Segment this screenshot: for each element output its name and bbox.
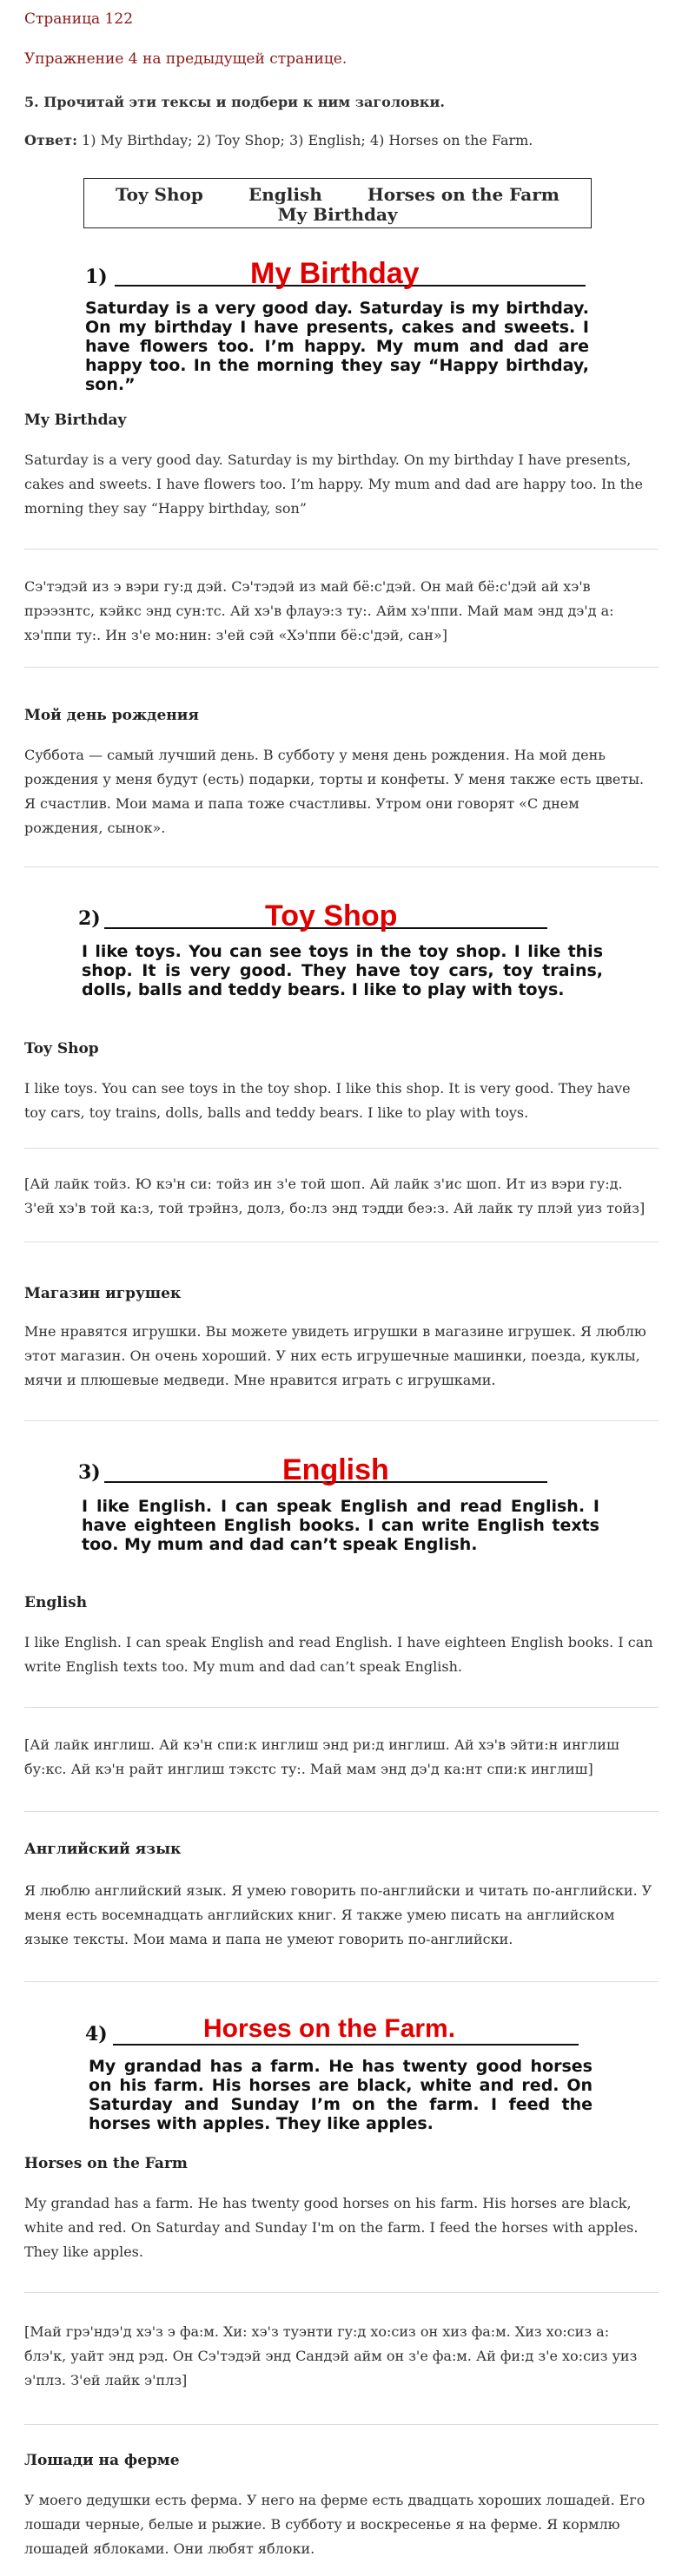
textbook-excerpt-3 — [78, 1448, 599, 1574]
divider — [24, 866, 659, 867]
english-text: I like toys. You can see toys in the toy shop. I like this shop. It is very good. They have toy cars, toy trains, dolls, balls and teddy bears. I like to play with toys. — [24, 1080, 631, 1121]
title-blank-line — [113, 2044, 579, 2046]
inserted-title: Toy Shop — [265, 899, 398, 932]
textbook-number: 3) — [78, 1461, 101, 1484]
textbook-text: I like toys. You can see toys in the toy shop. I like this shop. It is very good. They have toy cars, toy trains, dolls, balls and teddy bears. I like to play with toys. — [82, 942, 603, 999]
section-heading-ru: Магазин игрушек — [24, 1285, 182, 1302]
section-heading: My Birthday — [24, 412, 127, 429]
section-heading-ru: Английский язык — [24, 1841, 182, 1858]
divider — [24, 1420, 659, 1421]
transcription-text: Сэ'тэдэй из э вэри гу:д дэй. Сэ'тэдэй из май бё:с'дэй. Он май бё:с'дэй ай хэ'в прээзнтс, кэйкс энд сун:тс. Ай хэ'в флауэ:з ту:. Айм хэ'ппи. Май мам энд дэ'д а: хэ'ппи ту:. Ин з'е мо:нин: з'ей сэй «Хэ'ппи бё:с'дэй, сан»] — [24, 578, 614, 643]
russian-text: Суббота — самый лучший день. В субботу у меня день рождения. На мой день рождения у меня будут (есть) подарки, торты и конфеты. У меня также есть цветы. Я счастлив. Мои мама и папа тоже счастливы. Утром они говорят «С днем рождения, сынок». — [24, 747, 645, 836]
page-link[interactable] — [24, 10, 659, 28]
english-text: Saturday is a very good day. Saturday is my birthday. On my birthday I have presents, cakes and sweets. I have flowers too. I’m happy. My mum and dad are happy too. In the morning they say “Happy birthday, son” — [24, 451, 643, 517]
textbook-text: Saturday is a very good day. Saturday is my birthday. On my birthday I have presents, cakes and sweets. I have flowers too. I’m happy. My mum and dad are happy too. In the morning they say “Happy birthday, son.” — [85, 299, 589, 394]
task-title: 5. Прочитай эти тексы и подбери к ним заголовки. — [24, 94, 445, 110]
russian-text: Я люблю английский язык. Я умею говорить по-английски и читать по-английски. У меня есть восемнадцать английских книг. Я также умею писать на английском языке тексты. Мои мама и папа не умеют говорить по-английски. — [24, 1882, 652, 1947]
section-heading: English — [24, 1594, 88, 1611]
page-link-text[interactable]: Страница 122 — [24, 10, 134, 28]
answer-line — [24, 128, 659, 153]
english-text: My grandad has a farm. He has twenty good horses on his farm. His horses are black, white and red. On Saturday and Sunday I'm on the farm. I feed the horses with apples. They like apples. — [24, 2195, 639, 2260]
divider — [24, 549, 659, 550]
inserted-title: English — [282, 1453, 389, 1486]
transcription-text: [Май грэ'ндэ'д хэ'з э фа:м. Хи: хэ'з туэнти гу:д хо:сиз он хиз фа:м. Хиз хо:сиз а: блэ'к, уайт энд рэд. Он Сэ'тэдэй энд Сандэй айм он з'е фа:м. Ай фи:д з'е хо:сиз уиз э'плз. З'ей лайк э'плз] — [24, 2323, 638, 2388]
box-item-toy-shop: Toy Shop — [116, 184, 203, 205]
divider — [24, 1811, 659, 1812]
inserted-title: My Birthday — [250, 257, 420, 290]
textbook-text: I like English. I can speak English and read English. I have eighteen English books. I can write English texts too. My mum and dad can’t speak English. — [82, 1497, 599, 1554]
answer-label: Ответ: — [24, 132, 77, 148]
box-item-birthday: My Birthday — [277, 204, 398, 225]
inserted-title: Horses on the Farm. — [203, 2014, 456, 2043]
box-item-horses: Horses on the Farm — [367, 184, 560, 205]
titles-box — [83, 178, 592, 228]
russian-text: У моего дедушки есть ферма. У него на ферме есть двадцать хороших лошадей. Его лошади черные, белые и рыжие. В субботу и воскресенье я на ферме. Я кормлю лошадей яблоками. Они любят яблоки. — [24, 2492, 646, 2557]
divider — [24, 667, 659, 668]
textbook-number: 1) — [85, 266, 108, 288]
textbook-excerpt-2 — [78, 894, 603, 1016]
answer-text: 1) My Birthday; 2) Toy Shop; 3) English; 4) Horses on the Farm. — [76, 132, 533, 148]
transcription-text: [Ай лайк тойз. Ю кэ'н си: тойз ин з'е той шоп. Ай лайк з'ис шоп. Ит из вэри гу:д. З'ей хэ'в той ка:з, той трэйнз, долз, бо:лз энд тэдди беэ:з. Ай лайк ту плэй уиз тойз] — [24, 1176, 646, 1216]
box-item-english: English — [248, 184, 322, 205]
section-heading-ru: Мой день рождения — [24, 707, 199, 724]
exercise-ref-text[interactable]: Упражнение 4 на предыдущей странице. — [24, 50, 348, 68]
textbook-number: 4) — [85, 2023, 108, 2046]
divider — [24, 2424, 659, 2425]
divider — [24, 1981, 659, 1982]
textbook-excerpt-1 — [85, 257, 606, 413]
divider — [24, 2292, 659, 2293]
divider — [24, 1148, 659, 1149]
textbook-number: 2) — [78, 907, 101, 930]
transcription-text: [Ай лайк инглиш. Ай кэ'н спи:к инглиш энд ри:д инглиш. Ай хэ'в эйти:н инглиш бу:кс. Ай кэ'н райт инглиш тэкстс ту:. Май мам энд дэ'д ка:нт спи:к инглиш] — [24, 1736, 619, 1777]
divider — [24, 1707, 659, 1708]
exercise-ref-link[interactable] — [24, 50, 659, 68]
section-heading-ru: Лошади на ферме — [24, 2452, 180, 2469]
textbook-text: My grandad has a farm. He has twenty good horses on his farm. His horses are black, white and red. On Saturday and Sunday I’m on the farm. I feed the horses with apples. They like apples. — [89, 2057, 593, 2133]
section-heading: Toy Shop — [24, 1040, 99, 1057]
textbook-excerpt-4 — [85, 2011, 606, 2141]
russian-text: Мне нравятся игрушки. Вы можете увидеть игрушки в магазине игрушек. Я люблю этот магазин. Он очень хороший. У них есть игрушечные машинки, поезда, куклы, мячи и плюшевые медведи. Мне нравится играть с игрушками. — [24, 1323, 646, 1388]
english-text: I like English. I can speak English and read English. I have eighteen English books. I can write English texts too. My mum and dad can’t speak English. — [24, 1634, 653, 1675]
section-heading: Horses on the Farm — [24, 2155, 188, 2172]
